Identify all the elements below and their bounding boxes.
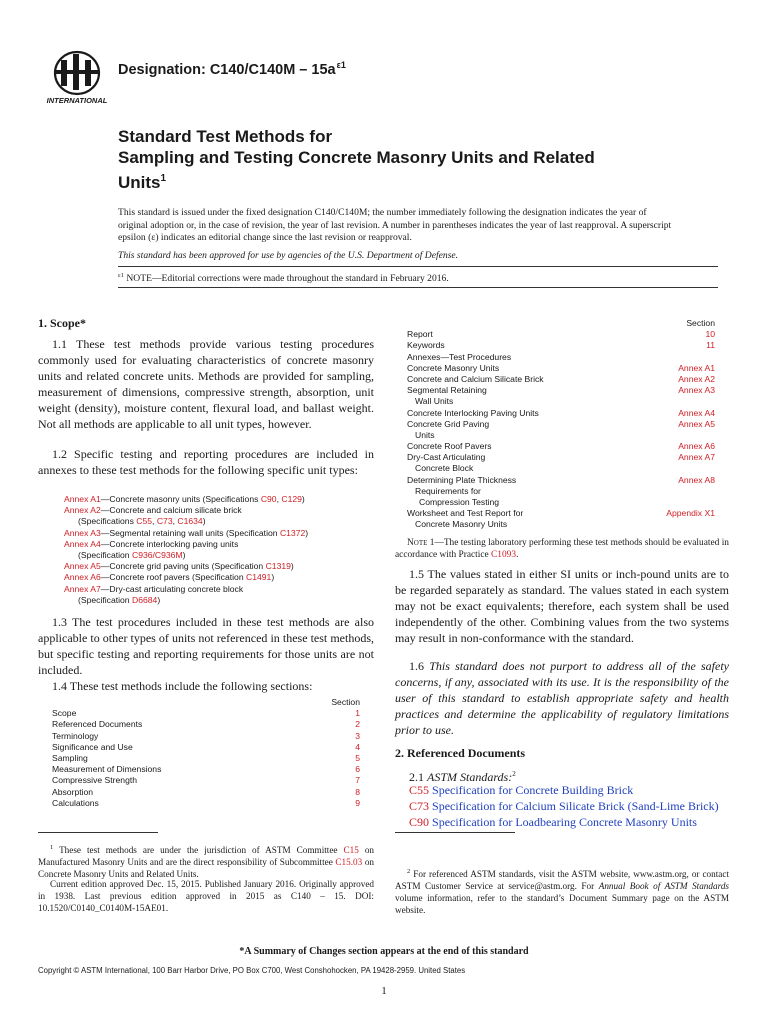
section-number-link[interactable]: 8 — [355, 786, 360, 797]
paragraph-1-2: 1.2 Specific testing and reporting procedures are included in annexes to these test methods for the following specific unit types: — [38, 447, 374, 477]
section-label: Scope — [52, 708, 77, 719]
annex-description-end: ) — [157, 594, 161, 605]
section-row-continued — [407, 519, 715, 530]
section-row — [52, 787, 360, 798]
section-row — [407, 408, 715, 419]
section-number-link[interactable]: Annex A7 — [678, 452, 715, 463]
specification-link[interactable]: C1319 — [265, 561, 291, 572]
annex-item — [64, 539, 374, 550]
section-number-link[interactable]: Annex A8 — [678, 474, 715, 485]
annex-description: —Dry-cast articulating concrete block — [100, 583, 244, 594]
section-label: Terminology — [52, 730, 99, 741]
section-row — [407, 363, 715, 374]
section-column-header: Section — [686, 318, 715, 328]
annex-description: —Concrete masonry units (Specifications — [100, 494, 261, 504]
reference-code-link[interactable]: C73 — [409, 799, 430, 813]
footnote-2: $^2$ For referenced ASTM standards, visit the ASTM website, www.astm.org, or contact ASTM Customer Service at service@astm.org. For Annual Book of ASTM Standards volume information, refer to the standard’s Document Summary page on the ASTM website. — [395, 868, 729, 915]
section-row — [407, 475, 715, 486]
section-label: Worksheet and Test Report for — [407, 508, 524, 519]
section-label-continued: Concrete Block — [415, 463, 474, 474]
reference-item — [409, 782, 729, 798]
section-row — [52, 742, 360, 753]
annex-item: Annex A1—Concrete masonry units (Specifications C90, C129) — [64, 494, 305, 504]
section-number-link[interactable]: 5 — [355, 752, 360, 763]
reference-list — [409, 782, 729, 830]
annex-item-continued — [64, 550, 374, 561]
annex-item-continued: (Specifications C55, C73, C1634) — [78, 516, 206, 527]
section-label-continued: Units — [415, 429, 435, 440]
copyright: Copyright © ASTM International, 100 Barr Harbor Drive, PO Box C700, West Conshohocken, PA 19428-2959. United States — [38, 966, 466, 975]
section-label: Concrete Masonry Units — [407, 362, 500, 373]
section-number-link[interactable]: 10 — [705, 329, 715, 340]
section-number-link[interactable]: 4 — [355, 741, 360, 752]
document-title: Standard Test Methods for Sampling and Testing Concrete Masonry Units and Related Units$^1$ — [118, 127, 595, 192]
annex-description-end: ) — [202, 516, 206, 527]
referenced-documents-heading: 2. Referenced Documents — [395, 746, 526, 760]
section-label: Dry-Cast Articulating — [407, 452, 486, 463]
section-number-link[interactable]: 1 — [355, 708, 360, 719]
annex-link[interactable]: Annex A6 — [64, 572, 101, 583]
annex-description-end: ) — [301, 494, 305, 504]
annex-link[interactable]: Annex A5 — [64, 561, 101, 572]
divider — [118, 266, 718, 267]
section-row-continued — [407, 396, 715, 407]
section-row — [407, 419, 715, 430]
section-label: Report — [407, 329, 433, 340]
section-label-continued: Requirements for — [415, 485, 481, 496]
annex-description: —Segmental retaining wall units (Specification — [100, 527, 280, 538]
section-row — [52, 708, 360, 719]
designation: Designation: $C140/C140M - 15a^{\varepsilon 1}$ — [118, 60, 346, 78]
footnote-1: $^1$ These test methods are under the jurisdiction of ASTM Committee C15 on Manufactured Masonry Units and are the direct responsibility of Subcommittee C15.03 on Concrete Masonry Units and Related Units. — [38, 844, 375, 879]
section-number-link[interactable]: Annex A5 — [678, 418, 715, 429]
page-number: 1 — [381, 985, 387, 997]
footnote-rule — [395, 832, 515, 833]
summary-of-changes-note: *A Summary of Changes section appears at the end of this standard — [239, 946, 529, 957]
section-label: Measurement of Dimensions — [52, 764, 162, 775]
section-number-link[interactable]: 3 — [355, 730, 360, 741]
link-c15[interactable]: C15 — [343, 845, 359, 855]
section-row-continued — [407, 486, 715, 497]
section-label: Calculations — [52, 797, 99, 808]
footnote-1-edition: Current edition approved Dec. 15, 2015. Published January 2016. Originally approved in 1938. Last previous edition approved in 2015 as C140 – 15. DOI: 10.1520/C0140_C0140M-15AE01. — [38, 879, 374, 913]
section-label: Compressive Strength — [52, 775, 138, 786]
section-row — [52, 775, 360, 786]
annex-description-end: ) — [271, 572, 275, 583]
divider — [118, 287, 718, 288]
annex-description: —Concrete and calcium silicate brick — [100, 505, 242, 516]
section-row — [407, 385, 715, 396]
reference-code-link[interactable]: C90 — [409, 815, 430, 829]
reference-code-link[interactable]: C55 — [409, 783, 430, 797]
section-number-link[interactable]: 11 — [706, 340, 715, 351]
annex-description: (Specification — [78, 594, 132, 605]
note-1: Note 1—The testing laboratory performing these test methods should be evaluated in accordance with Practice C1093. — [395, 538, 729, 560]
section-row — [407, 508, 715, 519]
paragraph-2-1: 2.1 ASTM Standards:$^2$ — [409, 770, 516, 784]
paragraph-1-6: 1.6 This standard does not purport to address all of the safety concerns, if any, associated with its use. It is the responsibility of the user of this standard to establish appropriate safety and health practices and determine the applicability of regulatory limitations prior to use. — [395, 659, 729, 737]
section-label: Concrete Interlocking Paving Units — [407, 407, 539, 418]
section-number-link[interactable]: 9 — [355, 797, 360, 808]
section-label-continued: Concrete Masonry Units — [415, 519, 508, 530]
section-row — [407, 374, 715, 385]
annex-list — [64, 494, 374, 606]
section-label: Referenced Documents — [52, 719, 143, 730]
section-number-link[interactable]: Annex A1 — [678, 362, 715, 373]
annex-description-end: ) — [182, 550, 186, 561]
section-row-continued — [407, 463, 715, 474]
reference-item — [409, 798, 729, 814]
specification-link[interactable]: C936/C936M — [131, 550, 183, 561]
link-c1093[interactable]: C1093 — [491, 550, 517, 560]
section-label-continued: Wall Units — [415, 396, 454, 407]
section-row — [407, 329, 715, 340]
section-row — [52, 753, 360, 764]
section-label: Sampling — [52, 752, 88, 763]
section-row — [407, 352, 715, 363]
annex-link[interactable]: Annex A4 — [64, 538, 101, 549]
astm-logo — [42, 48, 112, 106]
specification-link[interactable]: C73 — [156, 516, 173, 527]
section-number-link[interactable]: Annex A6 — [678, 441, 715, 452]
specification-link[interactable]: C55 — [136, 516, 153, 527]
annex-item — [64, 561, 374, 572]
paragraph-1-4: 1.4 These test methods include the following sections: — [52, 679, 313, 693]
section-label: Significance and Use — [52, 741, 133, 752]
paragraph-1-3: 1.3 The test procedures included in these test methods are also applicable to other types of units not referenced in these test methods, but specific testing and reporting requirements for those units are not included. — [38, 615, 374, 677]
specification-link[interactable]: C129 — [281, 494, 302, 504]
specification-link[interactable]: D6684 — [131, 594, 158, 605]
annex-description: (Specifications — [78, 516, 137, 527]
paragraph-1-1: 1.1 These test methods provide various testing procedures commonly used for evaluating characteristics of concrete masonry units and related concrete units. Methods are provided for sampling, measurement of dimensions, compressive strength, absorption, unit weight (density), moisture content, flexural load, and ballast weight. Not all methods are applicable to all unit types, however. — [38, 337, 374, 431]
annex-item — [64, 572, 374, 583]
section-label: Keywords — [407, 340, 445, 351]
section-row — [52, 719, 360, 730]
reference-title-link[interactable]: Specification for Concrete Building Brick — [429, 783, 634, 797]
annex-item-continued — [64, 595, 374, 606]
section-number-link[interactable]: 7 — [355, 775, 360, 786]
reference-item — [409, 814, 729, 830]
dod-approval: This standard has been approved for use by agencies of the U.S. Department of Defense. — [118, 250, 459, 261]
annex-description: (Specification — [78, 550, 132, 561]
section-number-link[interactable]: Appendix X1 — [666, 508, 715, 519]
section-row — [52, 798, 360, 809]
annex-description-end: ) — [305, 527, 309, 538]
annex-item — [64, 505, 374, 516]
section-number-link[interactable]: Annex A2 — [678, 373, 715, 384]
specification-link[interactable]: C90 — [260, 494, 277, 504]
footnote-rule — [38, 832, 158, 833]
section-label: Concrete Grid Paving — [407, 418, 490, 429]
scope-heading: 1. Scope* — [38, 316, 86, 330]
specification-link[interactable]: C1634 — [177, 516, 203, 527]
section-row — [407, 340, 715, 351]
section-row — [407, 452, 715, 463]
section-label: Annexes—Test Procedures — [407, 351, 512, 362]
annex-description: —Concrete roof pavers (Specification — [100, 572, 247, 583]
section-number-link[interactable]: 6 — [355, 764, 360, 775]
section-row-continued — [407, 430, 715, 441]
issuance-statement: This standard is issued under the fixed designation C140/C140M; the number immediately following the designation indicates the year of original adoption or, in the case of revision, the year of last revision. A number in parentheses indicates the year of last reapproval. A superscript epsilon (ε) indicates an editorial change since the last revision or reapproval. — [118, 207, 672, 243]
section-row — [407, 441, 715, 452]
section-table-continued — [407, 318, 715, 531]
editorial-note: $^{\varepsilon 1}$ NOTE—Editorial corrections were made throughout the standard in February 2016. — [118, 272, 449, 284]
annex-description-end: ) — [290, 561, 294, 572]
reference-title-link[interactable]: Specification for Loadbearing Concrete Masonry Units — [429, 815, 697, 829]
annex-description: —Concrete grid paving units (Specification — [100, 561, 266, 572]
annex-link[interactable]: Annex A3 — [64, 527, 101, 538]
annex-description: —Concrete interlocking paving units — [100, 538, 239, 549]
paragraph-1-5: 1.5 The values stated in either SI units or inch-pound units are to be regarded separately as standard. The values stated in each system may not be exact equivalents; therefore, each system shall be used independently of the other. Combining values from the two systems may result in non-conformance with the standard. — [395, 567, 729, 645]
section-row — [52, 731, 360, 742]
section-column-header: Section — [331, 697, 360, 707]
specification-link[interactable]: C1491 — [246, 572, 272, 583]
reference-title-link[interactable]: Specification for Calcium Silicate Brick (Sand-Lime Brick) — [429, 799, 719, 813]
annex-link[interactable]: Annex A2 — [64, 505, 101, 516]
section-number-link[interactable]: Annex A4 — [678, 407, 715, 418]
annex-item — [64, 528, 374, 539]
section-label-continued: Compression Testing — [419, 497, 500, 508]
annex-link[interactable]: Annex A1 — [64, 494, 101, 504]
specification-link[interactable]: C1372 — [279, 527, 306, 538]
link-c15-03[interactable]: C15.03 — [335, 857, 363, 867]
section-label: Absorption — [52, 786, 94, 797]
logo-subtext: INTERNATIONAL — [46, 96, 108, 105]
section-table — [52, 697, 360, 809]
section-row-continued — [407, 497, 715, 508]
section-row — [52, 764, 360, 775]
section-label: Segmental Retaining — [407, 385, 487, 396]
section-label: Determining Plate Thickness — [407, 474, 517, 485]
annex-link[interactable]: Annex A7 — [64, 583, 101, 594]
section-label: Concrete Roof Pavers — [407, 441, 492, 452]
section-label: Concrete and Calcium Silicate Brick — [407, 373, 544, 384]
annex-item — [64, 584, 374, 595]
section-number-link[interactable]: Annex A3 — [678, 385, 715, 396]
section-number-link[interactable]: 2 — [355, 719, 360, 730]
